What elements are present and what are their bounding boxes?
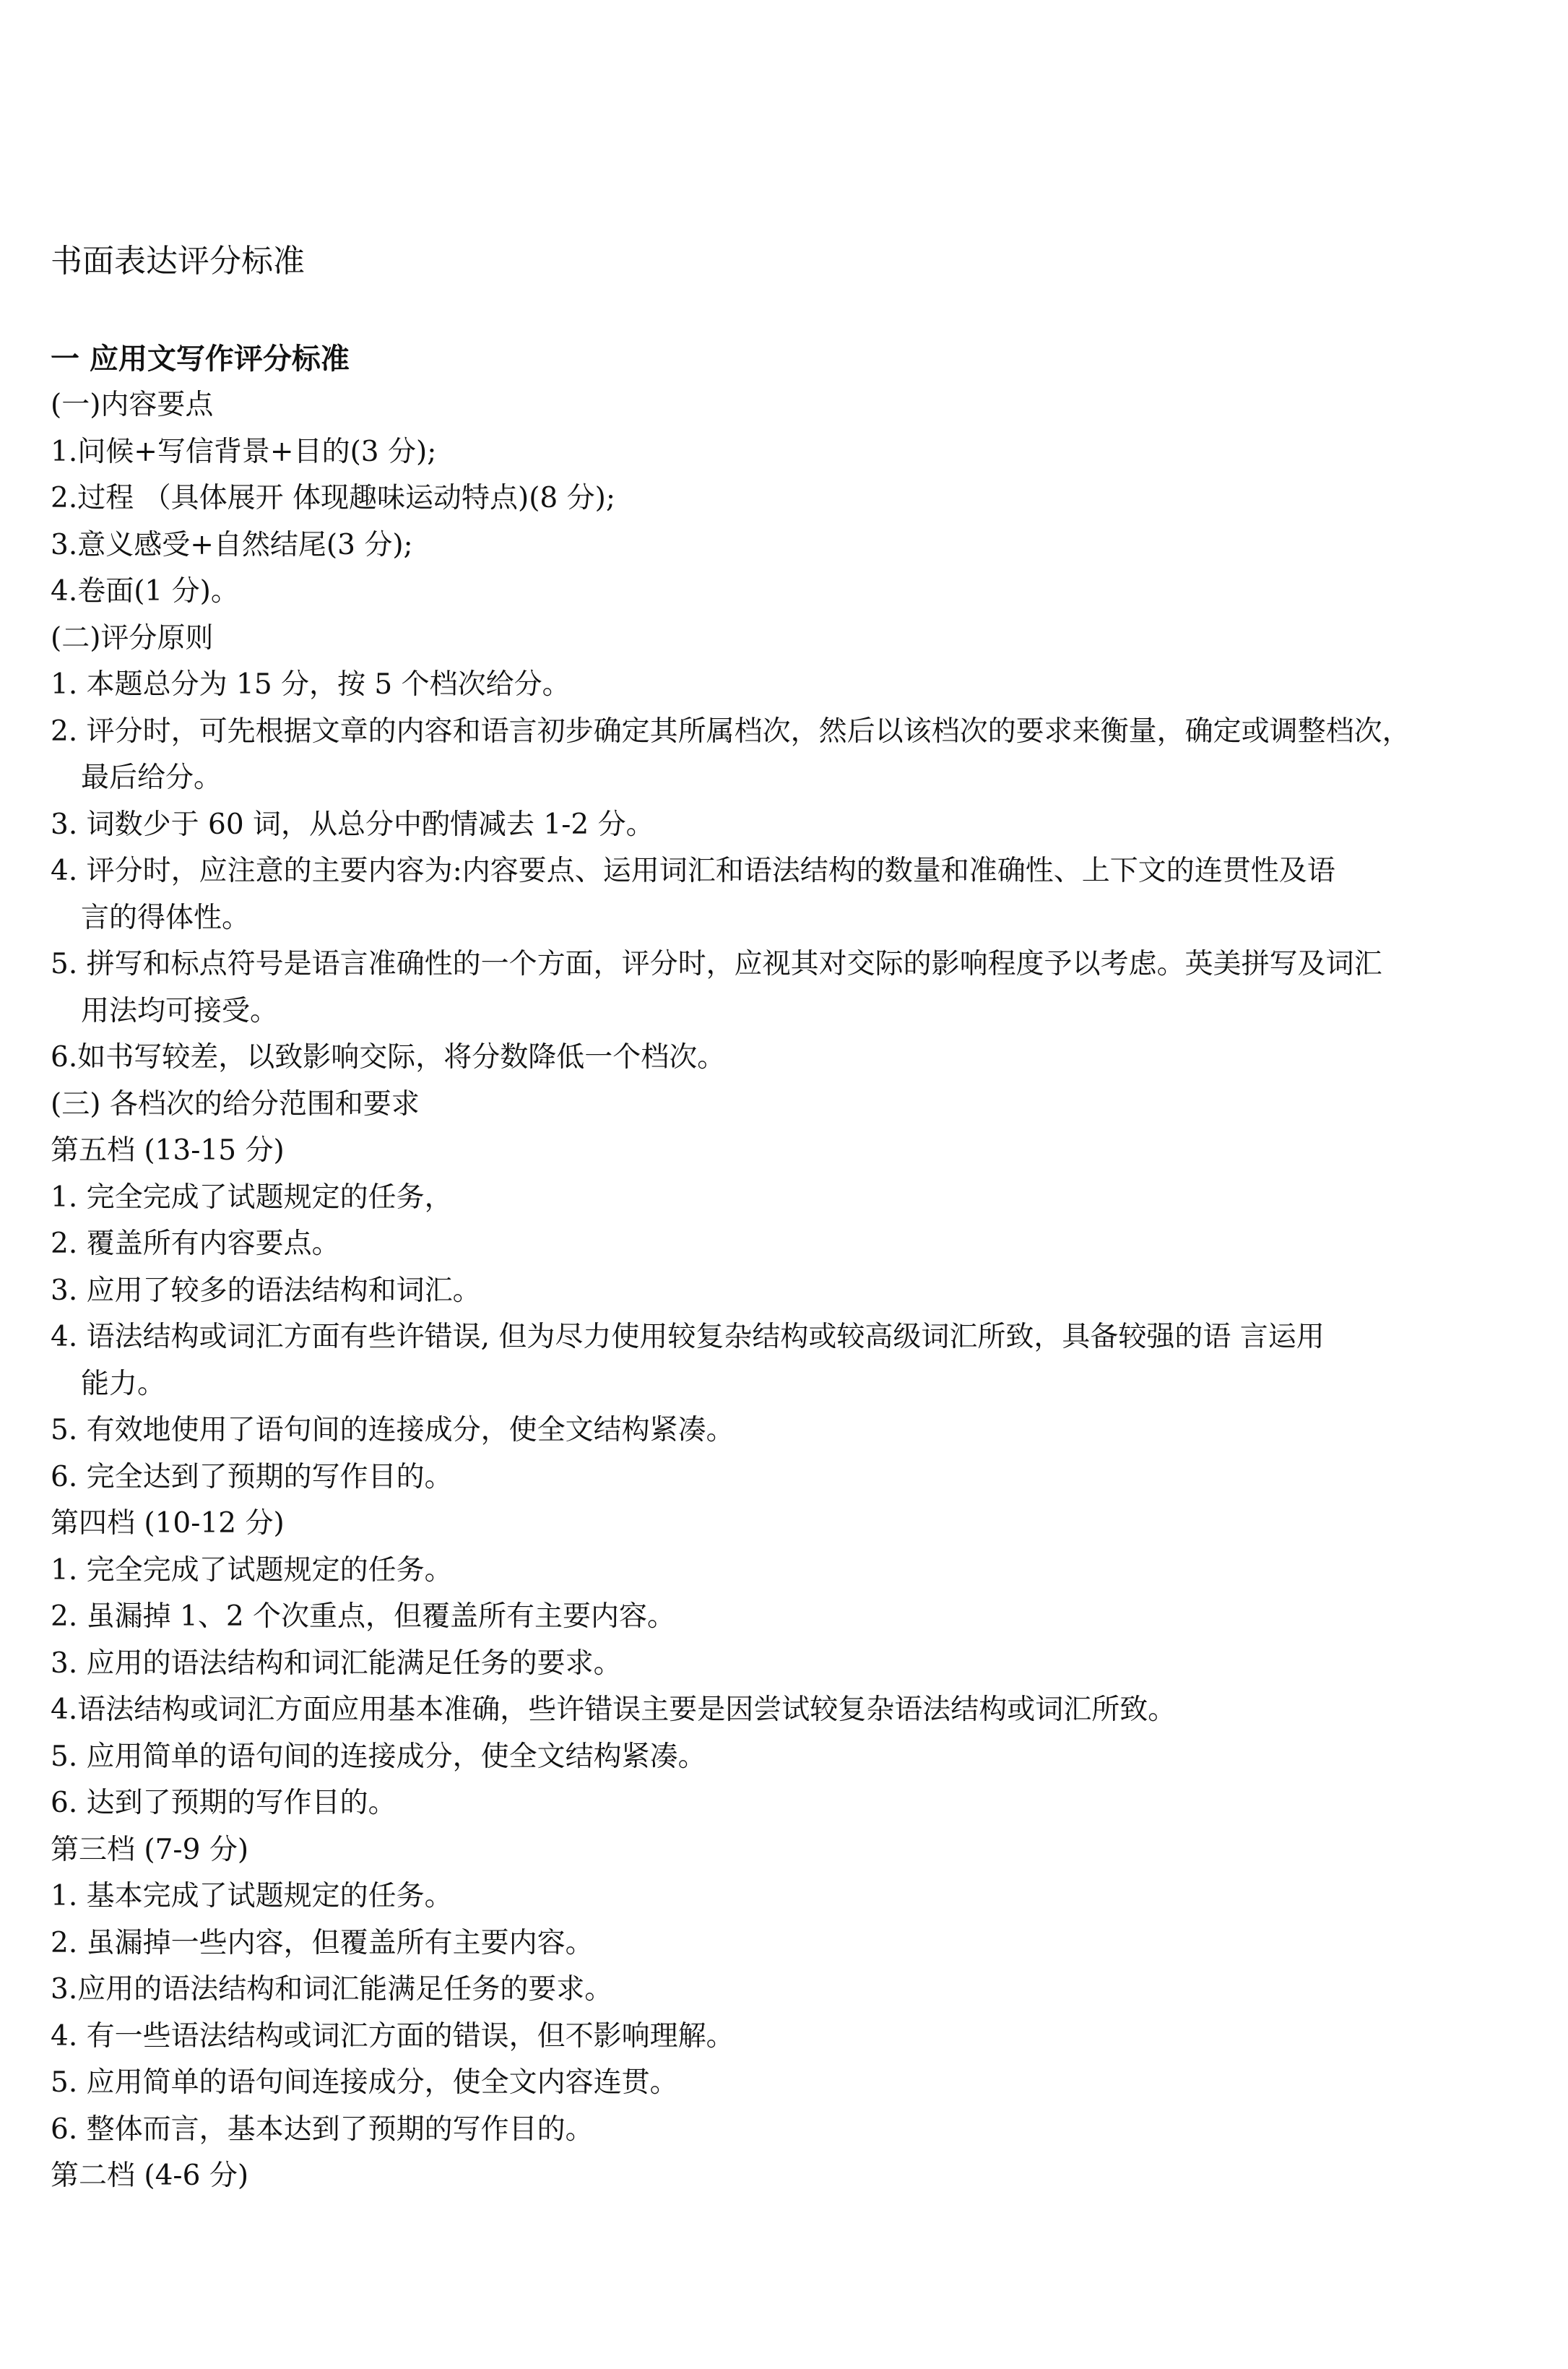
text-line: (一)内容要点 — [51, 389, 214, 421]
text-line: 4.卷面(1 分)。 — [51, 575, 239, 608]
text-line: 言的得体性。 — [81, 901, 251, 934]
text-line: 最后给分。 — [81, 761, 222, 794]
document-title: 书面表达评分标准 — [51, 243, 305, 280]
text-line: 4. 评分时，应注意的主要内容为:内容要点、运用词汇和语法结构的数量和准确性、上下文的连贯性及语 — [51, 855, 1335, 887]
text-line: 4. 语法结构或词汇方面有些许错误, 但为尽力使用较复杂结构或较高级词汇所致，具备较强的语 言运用 — [51, 1321, 1325, 1353]
text-line: 1. 完全完成了试题规定的任务。 — [51, 1553, 453, 1587]
document-body — [51, 336, 1524, 2200]
text-line: 3.意义感受+自然结尾(3 分); — [51, 528, 413, 561]
text-line: 3. 词数少于 60 词，从总分中酌情减去 1-2 分。 — [51, 808, 654, 841]
text-line: 6. 达到了预期的写作目的。 — [51, 1787, 397, 1819]
text-line: 第四档 (10-12 分) — [51, 1507, 285, 1540]
text-line: 2. 虽漏掉 1、2 个次重点，但覆盖所有主要内容。 — [51, 1600, 676, 1633]
text-line: 6.如书写较差，以致影响交际，将分数降低一个档次。 — [51, 1041, 726, 1074]
text-line: 第五档 (13-15 分) — [51, 1134, 285, 1167]
text-line: 能力。 — [81, 1367, 166, 1400]
text-line: 5. 应用简单的语句间的连接成分，使全文结构紧凑。 — [51, 1740, 706, 1773]
text-line: (二)评分原则 — [51, 621, 214, 655]
text-line: 2.过程 （具体展开 体现趣味运动特点)(8 分); — [51, 482, 615, 514]
text-line: 1. 完全完成了试题规定的任务， — [51, 1181, 453, 1214]
text-line: 3. 应用的语法结构和词汇能满足任务的要求。 — [51, 1647, 622, 1680]
text-line: 4.语法结构或词汇方面应用基本准确，些许错误主要是因尝试较复杂语法结构或词汇所致。 — [51, 1693, 1177, 1726]
text-line: 4. 有一些语法结构或词汇方面的错误，但不影响理解。 — [51, 2019, 735, 2053]
text-line: 5. 拼写和标点符号是语言准确性的一个方面，评分时，应视其对交际的影响程度予以考虑。英美拼写及词汇 — [51, 948, 1382, 980]
text-line: 第二档 (4-6 分) — [51, 2159, 249, 2192]
text-line: 2. 覆盖所有内容要点。 — [51, 1227, 340, 1260]
text-line: 2. 评分时，可先根据文章的内容和语言初步确定其所属档次，然后以该档次的要求来衡量，确定或调整档次， — [51, 715, 1411, 748]
text-line: 6. 完全达到了预期的写作目的。 — [51, 1460, 453, 1493]
text-line: 5. 有效地使用了语句间的连接成分，使全文结构紧凑。 — [51, 1414, 735, 1446]
section-heading: 一 应用文写作评分标准 — [51, 342, 350, 376]
text-line: 1. 基本完成了试题规定的任务。 — [51, 1880, 453, 1912]
text-line: 3.应用的语法结构和词汇能满足任务的要求。 — [51, 1973, 613, 2006]
text-line: 2. 虽漏掉一些内容，但覆盖所有主要内容。 — [51, 1926, 594, 1959]
text-line: 3. 应用了较多的语法结构和词汇。 — [51, 1274, 481, 1307]
text-line: (三) 各档次的给分范围和要求 — [51, 1087, 420, 1121]
text-line: 5. 应用简单的语句间连接成分，使全文内容连贯。 — [51, 2066, 678, 2099]
text-line: 1.问候+写信背景+目的(3 分); — [51, 435, 437, 468]
text-line: 6. 整体而言，基本达到了预期的写作目的。 — [51, 2113, 594, 2146]
text-line: 用法均可接受。 — [81, 994, 279, 1027]
text-line: 第三档 (7-9 分) — [51, 1833, 249, 1866]
text-line: 1. 本题总分为 15 分，按 5 个档次给分。 — [51, 668, 571, 701]
